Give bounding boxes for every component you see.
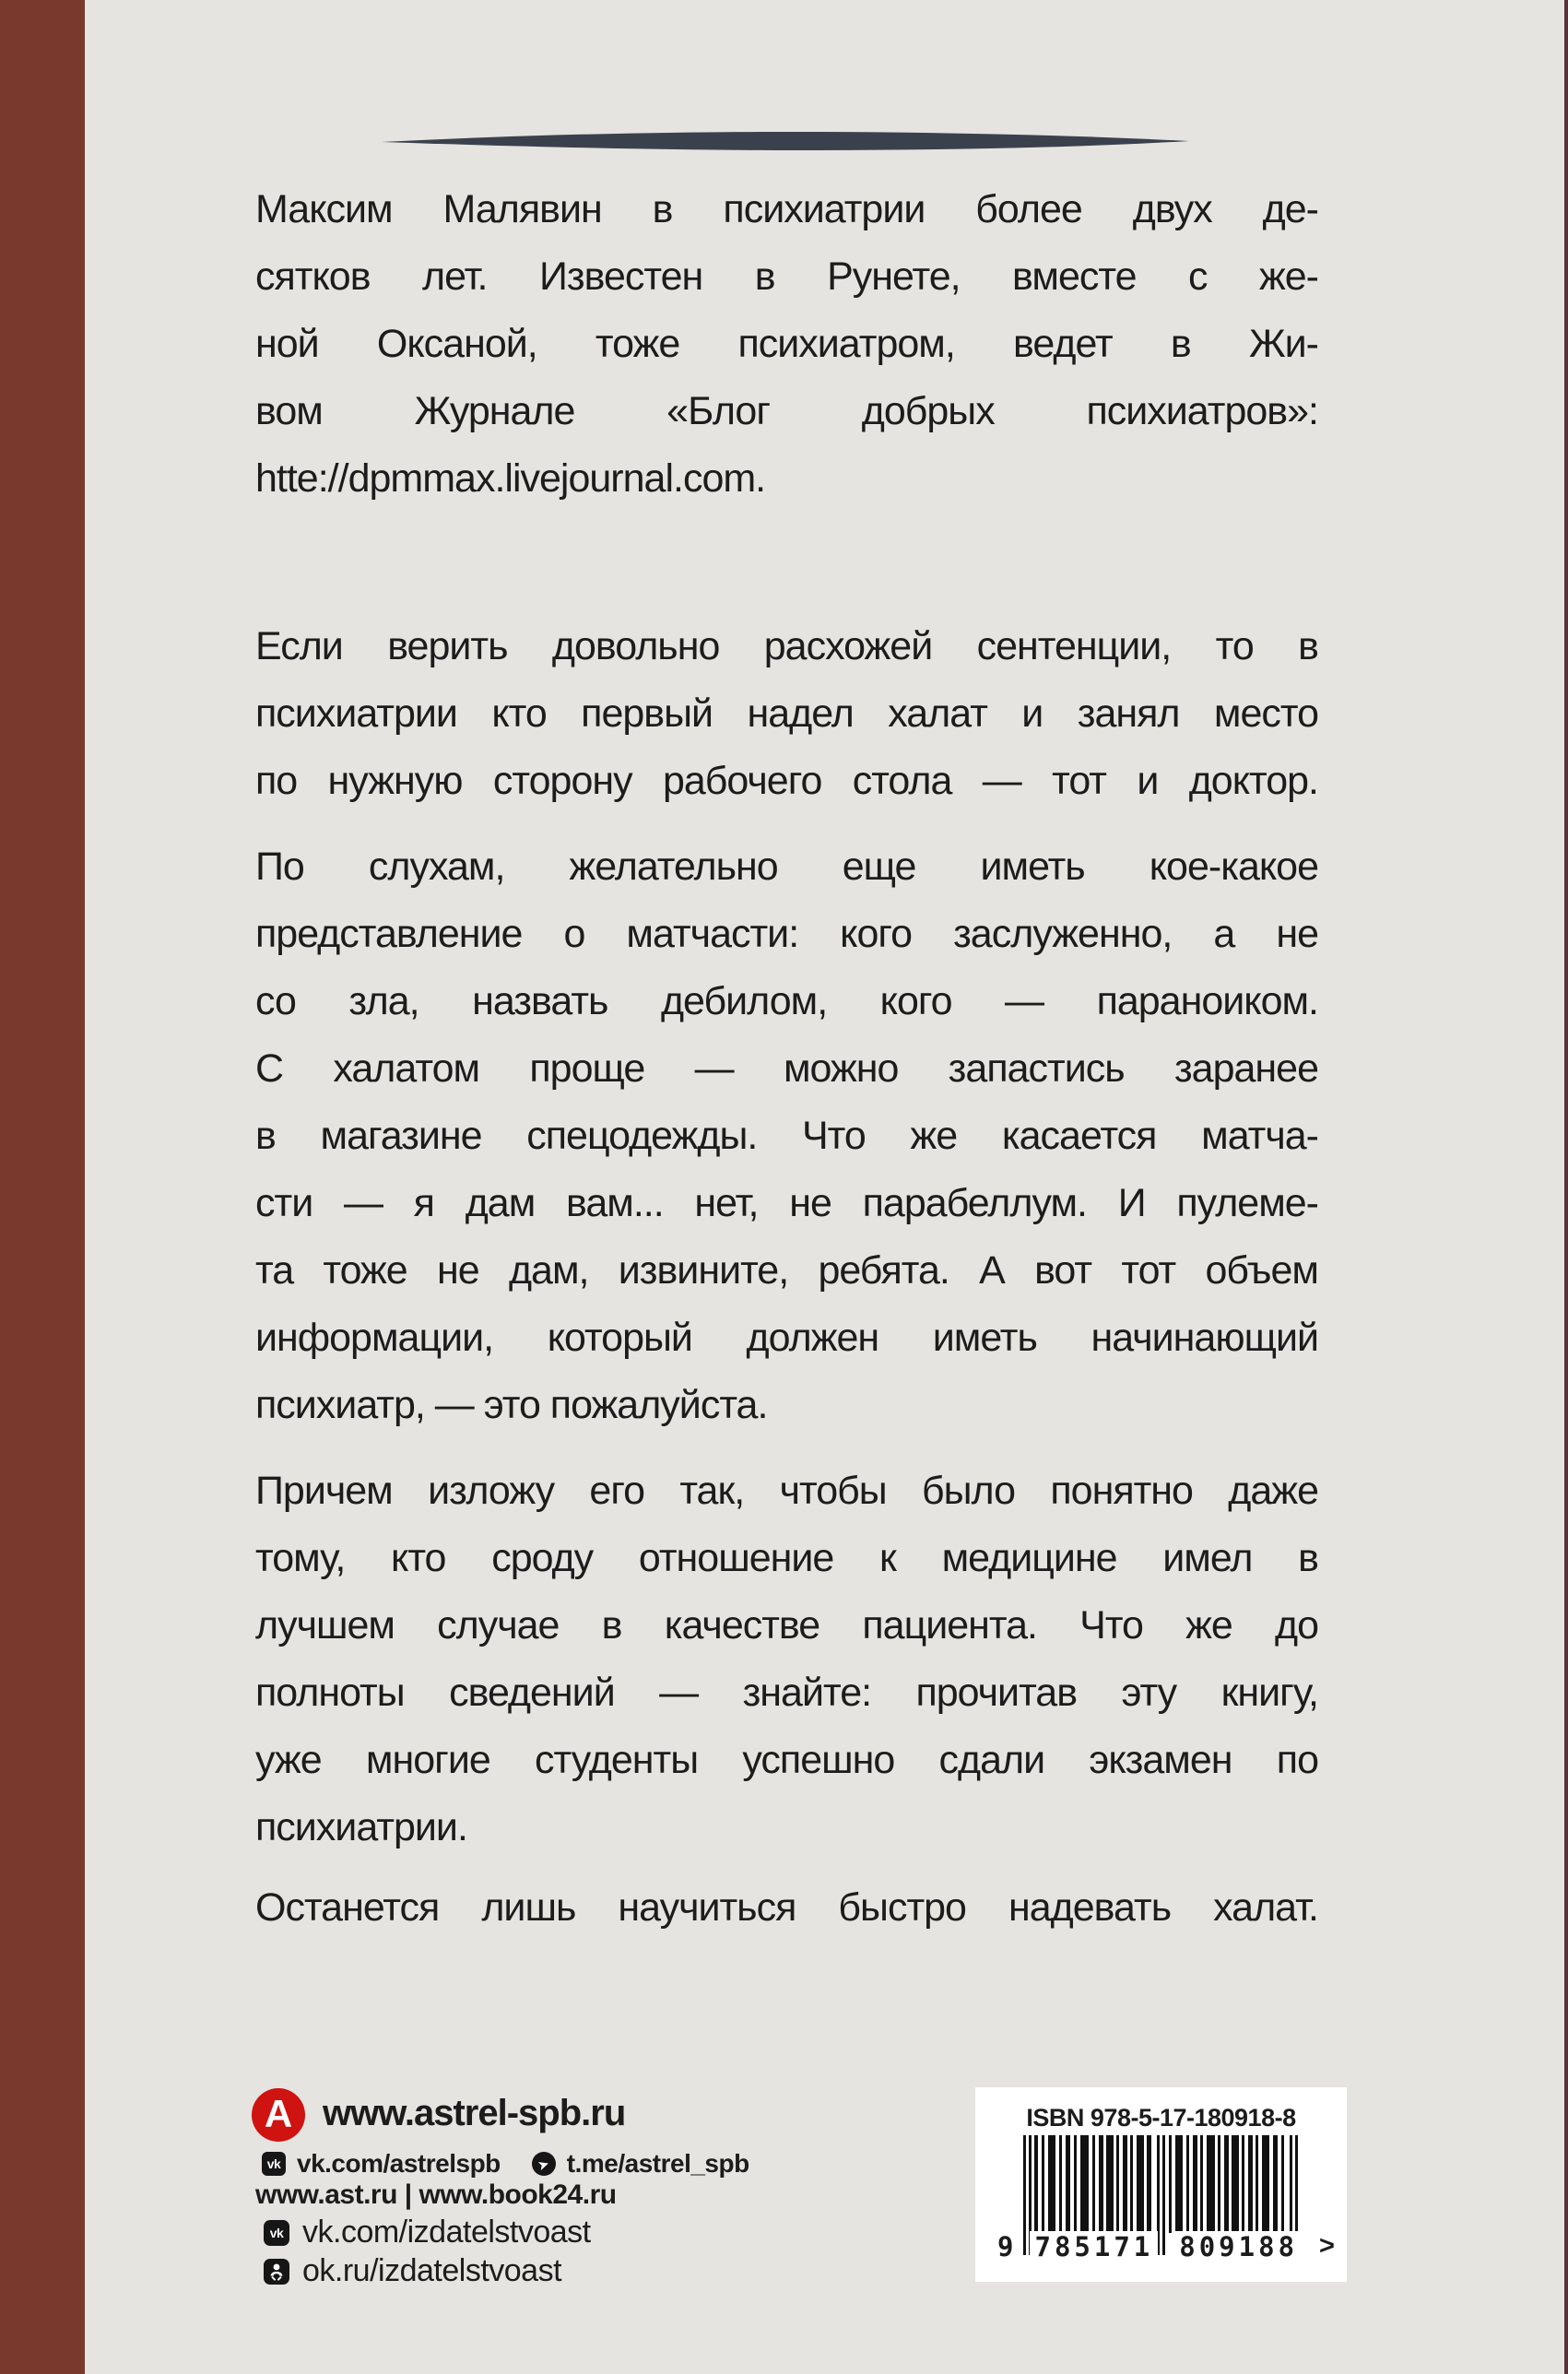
store-urls-text: www.ast.ru | www.book24.ru: [255, 2179, 617, 2210]
vk-link-text: vk.com/astrelspb: [297, 2149, 501, 2178]
barcode-digit-group: 785171: [1030, 2231, 1158, 2262]
text-line: сятков лет. Известен в Рунете, вместе с же-: [255, 254, 1318, 299]
text-line: полноты сведений — знайте: прочитав эту книгу,: [255, 1671, 1318, 1715]
vk-icon-glyph: vk: [269, 2225, 284, 2240]
text-line: Причем изложу его так, чтобы было понятно даже: [255, 1469, 1318, 1513]
text-line: информации, который должен иметь начинающий: [255, 1316, 1318, 1360]
text-line: по нужную сторону рабочего стола — тот и доктор.: [255, 759, 1318, 803]
astrel-logo-letter: A: [264, 2092, 293, 2135]
odnoklassniki-icon: [264, 2259, 289, 2285]
isbn-number-text: ISBN 978-5-17-180918-8: [1026, 2104, 1296, 2132]
ok-person-glyph: [268, 2262, 285, 2281]
text-line: психиатр, — это пожалуйста.: [255, 1383, 768, 1427]
barcode-digits: [997, 2231, 1335, 2262]
vk-icon-glyph: vk: [266, 2156, 281, 2171]
isbn-barcode-box: [975, 2087, 1347, 2282]
paragraph-annotation-2: [255, 833, 1318, 1439]
vk-icon: [264, 2220, 289, 2246]
text-line: уже многие студенты успешно сдали экзамен по: [255, 1738, 1318, 1782]
astrel-publisher-logo: [252, 2088, 305, 2142]
vk-izdatelstvo-row: [264, 2215, 591, 2250]
text-line: По слухам, желательно еще иметь кое-какое: [255, 844, 1318, 889]
barcode-digit-lead: 9: [997, 2231, 1014, 2262]
text-line: вом Журнале «Блог добрых психиатров»:: [255, 389, 1318, 433]
paragraph-author-bio: [255, 176, 1318, 513]
text-line: Максим Малявин в психиатрии более двух де-: [255, 187, 1318, 231]
text-line: С халатом проще — можно запастись заранее: [255, 1046, 1318, 1091]
text-line: лучшем случае в качестве пациента. Что же до: [255, 1603, 1318, 1648]
lens-divider-ornament: [380, 129, 1191, 153]
paragraph-annotation-1: [255, 613, 1318, 815]
text-line: тому, кто сроду отношение к медицине имел в: [255, 1536, 1318, 1580]
book-spine-stripe: [0, 0, 85, 2374]
text-line: психиатрии.: [255, 1805, 467, 1849]
paragraph-annotation-3: [255, 1458, 1318, 1861]
telegram-link-text: t.me/astrel_spb: [566, 2149, 749, 2178]
social-links-row: [262, 2149, 749, 2179]
barcode-arrow: >: [1319, 2231, 1335, 2261]
telegram-icon: [532, 2152, 556, 2176]
vk-izdatelstvo-link-text: vk.com/izdatelstvoast: [302, 2215, 591, 2250]
paragraph-annotation-4: [255, 1874, 1318, 1942]
text-line: Если верить довольно расхожей сентенции, то в: [255, 624, 1318, 668]
text-line: со зла, назвать дебилом, кого — параноиком.: [255, 979, 1318, 1023]
text-line: Останется лишь научиться быстро надевать халат.: [255, 1885, 1318, 1930]
ok-izdatelstvo-link-text: ok.ru/izdatelstvoast: [302, 2253, 562, 2288]
text-line: та тоже не дам, извините, ребята. А вот тот объем: [255, 1248, 1318, 1293]
text-line: ной Оксаной, тоже психиатром, ведет в Жи-: [255, 322, 1318, 366]
barcode-digit-group: 809188: [1174, 2231, 1303, 2262]
telegram-icon-glyph: ➤: [536, 2155, 550, 2173]
text-line-url: htte://dpmmax.livejournal.com.: [255, 456, 766, 501]
text-line: представление о матчасти: кого заслуженно, а не: [255, 912, 1318, 956]
page-edge-stripe: [1564, 0, 1568, 2374]
text-line: сти — я дам вам... нет, не парабеллум. И пулеме-: [255, 1181, 1318, 1225]
text-line: в магазине спецодежды. Что же касается матча-: [255, 1114, 1318, 1158]
publisher-site-url: www.astrel-spb.ru: [323, 2093, 626, 2133]
text-line: психиатрии кто первый надел халат и занял место: [255, 691, 1318, 736]
ok-izdatelstvo-row: [264, 2253, 561, 2289]
vk-icon: [262, 2152, 286, 2176]
